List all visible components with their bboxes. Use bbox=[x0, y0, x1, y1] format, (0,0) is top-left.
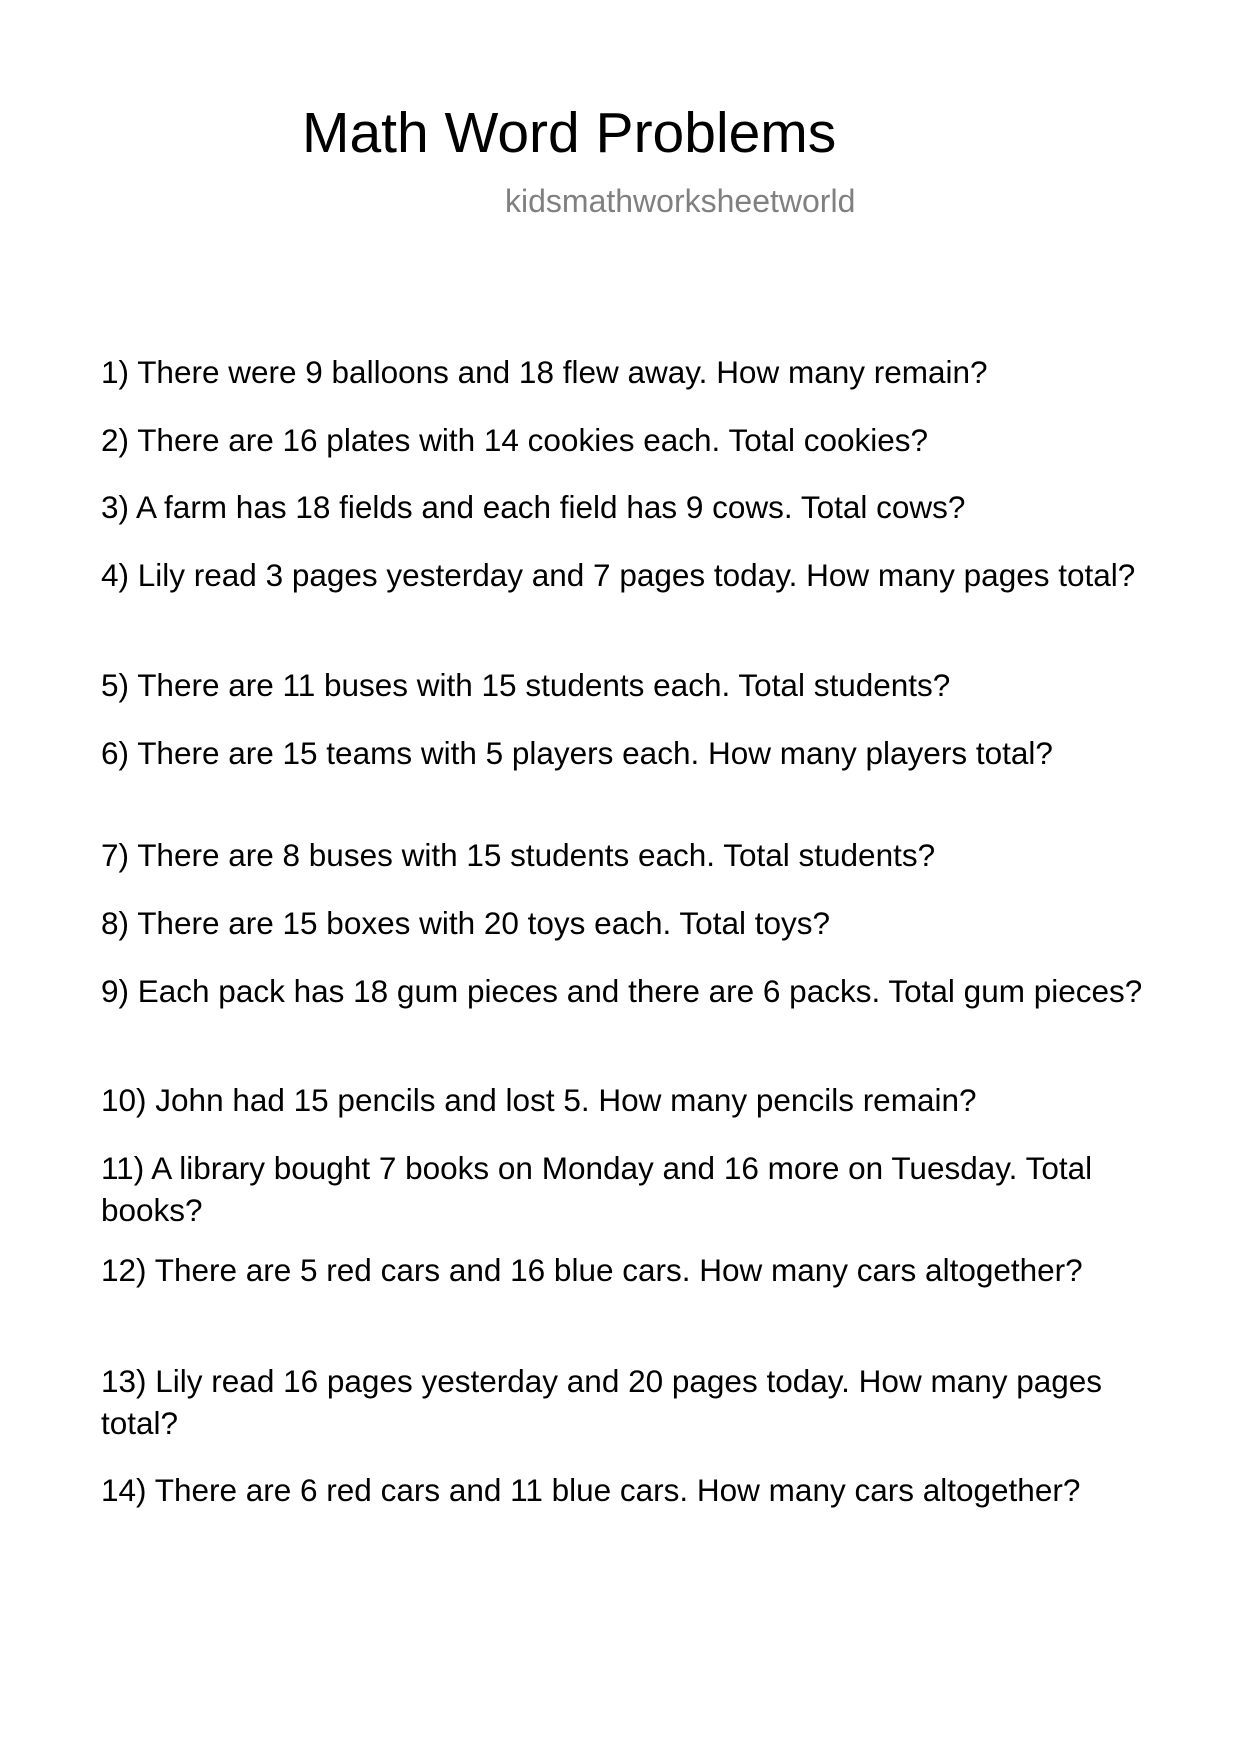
problem-11: 11) A library bought 7 books on Monday and 16 more on Tuesday. Total books? bbox=[101, 1150, 1093, 1228]
problem-13: 13) Lily read 16 pages yesterday and 20 pages today. How many pages total? bbox=[101, 1363, 1103, 1441]
problem-4: 4) Lily read 3 pages yesterday and 7 pages today. How many pages total? bbox=[101, 557, 1136, 593]
site-name: kidsmathworksheetworld bbox=[505, 183, 856, 219]
problem-10: 10) John had 15 pencils and lost 5. How many pencils remain? bbox=[101, 1082, 977, 1118]
problem-9: 9) Each pack has 18 gum pieces and there are 6 packs. Total gum pieces? bbox=[101, 973, 1143, 1009]
problem-3: 3) A farm has 18 fields and each field has 9 cows. Total cows? bbox=[101, 489, 966, 525]
problem-5: 5) There are 11 buses with 15 students each. Total students? bbox=[101, 667, 951, 703]
problem-1: 1) There were 9 balloons and 18 flew away. How many remain? bbox=[101, 354, 988, 390]
problem-8: 8) There are 15 boxes with 20 toys each. Total toys? bbox=[101, 905, 831, 941]
page-title: Math Word Problems bbox=[302, 101, 837, 165]
problem-14: 14) There are 6 red cars and 11 blue cars. How many cars altogether? bbox=[101, 1472, 1081, 1508]
problem-2: 2) There are 16 plates with 14 cookies each. Total cookies? bbox=[101, 422, 929, 458]
problem-12: 12) There are 5 red cars and 16 blue cars. How many cars altogether? bbox=[101, 1252, 1083, 1288]
problem-7: 7) There are 8 buses with 15 students each. Total students? bbox=[101, 837, 936, 873]
problem-6: 6) There are 15 teams with 5 players each. How many players total? bbox=[101, 735, 1053, 771]
